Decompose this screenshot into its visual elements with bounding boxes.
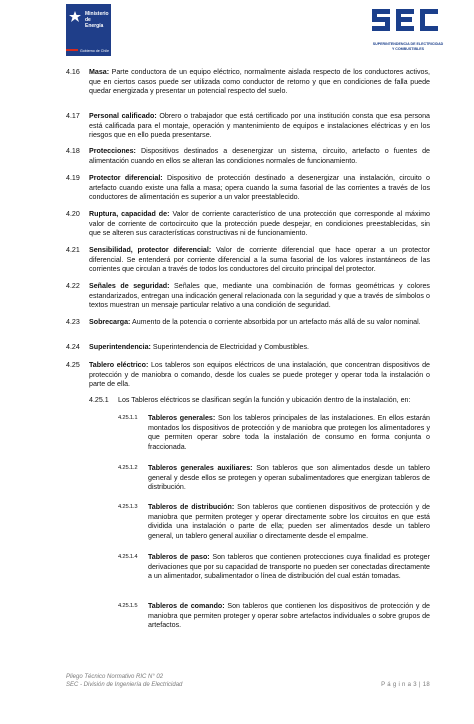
gov-red-bar: [66, 49, 78, 51]
item-number: 4.22: [66, 282, 80, 290]
ministry-line1: Ministerio de: [85, 11, 109, 23]
item-term: Masa:: [89, 68, 110, 76]
item-number: 4.21: [66, 246, 80, 254]
item-text: Dispositivos destinados a desenergizar un sistema, circuito, artefacto o fuentes de alimentación cuando en ellos se alteran las condiciones normales de funcionamiento.: [89, 147, 430, 165]
sub-sub-item-body: [148, 602, 430, 631]
sub-sub-item-number: 4.25.1.3: [118, 504, 138, 510]
item-number: 4.20: [66, 210, 80, 218]
sub-sub-item-body: [148, 503, 430, 541]
sec-subtitle: [368, 42, 448, 52]
sub-sub-item-body: [148, 414, 430, 452]
item-term: Protecciones:: [89, 147, 136, 155]
item-term: Ruptura, capacidad de:: [89, 210, 170, 218]
sub-sub-item-term: Tableros de distribución:: [148, 503, 235, 511]
sub-item-text: Los Tableros eléctricos se clasifican según la función y ubicación dentro de la instalación, en:: [118, 396, 411, 404]
footer-line1: Pliego Técnico Normativo RIC N° 02: [66, 674, 164, 680]
sec-logo-mark-icon: [368, 5, 448, 35]
page-number: 3: [413, 682, 417, 688]
item-term: Tablero eléctrico:: [89, 361, 149, 369]
item-term: Sensibilidad, protector diferencial:: [89, 246, 212, 254]
sub-sub-item-term: Tableros de comando:: [148, 602, 225, 610]
item-number: 4.25: [66, 361, 80, 369]
coat-of-arms-icon: [67, 10, 83, 24]
sub-sub-item-number: 4.25.1.4: [118, 554, 138, 560]
sec-logo: [368, 5, 448, 57]
sub-sub-item-body: [148, 553, 430, 582]
sec-subtitle-line2: Y COMBUSTIBLES: [391, 47, 425, 51]
page-indicator: [381, 682, 430, 690]
item-number: 4.18: [66, 147, 80, 155]
item-number: 4.17: [66, 112, 80, 120]
item-term: Protector diferencial:: [89, 174, 163, 182]
ministry-name: [85, 11, 111, 29]
item-body: [89, 361, 430, 390]
item-number: 4.19: [66, 174, 80, 182]
item-body: [89, 68, 430, 97]
sub-sub-item-body: [148, 464, 430, 493]
item-term: Personal calificado:: [89, 112, 157, 120]
item-number: 4.24: [66, 343, 80, 351]
sub-sub-item-text: Son tableros que contienen protecciones cuya finalidad es proteger derivaciones que por su capacidad de transporte no pueden ser conectadas directamente a un alimentador, subalimentador o línea de distribución del cual están tomadas.: [148, 553, 430, 581]
sub-item-number: 4.25.1: [89, 396, 109, 404]
item-text: Aumento de la potencia o corriente absorbida por un artefacto más allá de su valor nominal.: [132, 318, 421, 326]
item-text: Valor de corriente característico de una protección que corresponde al máximo valor de corriente de cortocircuito que la protección puede despejar, en condiciones preestablecidas, sin que se alteren sus características constructivas ni de funcionamiento.: [89, 210, 430, 238]
item-text: Superintendencia de Electricidad y Combustibles.: [152, 343, 310, 351]
item-body: [89, 282, 430, 311]
sub-sub-item-text: Son tableros que son alimentados desde un tablero general y desde ellos se protegen y operan subalimentadores que energizan tableros de distribución.: [148, 464, 430, 492]
gov-label: Gobierno de Chile: [80, 49, 109, 53]
sub-sub-item-term: Tableros de paso:: [148, 553, 210, 561]
sub-sub-item-text: Son tableros que contienen dispositivos de protección y de maniobra que permiten proteger y operar directamente sobre los circuitos en que está dividida una instalación o parte de ella; pueden ser alimentados desde un tablero general, un tablero general auxiliar o directamente desde el empalme.: [148, 503, 430, 540]
item-text: Parte conductora de un equipo eléctrico, normalmente aislada respecto de los conductores activos, que en ciertos casos puede ser utilizada como conductor de retorno y que en condiciones de falla puede quedar energizada y presentar un potencial respecto del suelo.: [89, 68, 430, 96]
item-number: 4.16: [66, 68, 80, 76]
item-body: [89, 112, 430, 141]
item-body: [89, 210, 430, 239]
item-text: Dispositivo de protección destinado a desenergizar una instalación, circuito o artefacto cuando existe una falla a masa; opera cuando la suma fasorial de las corrientes a través de los conductores de alimentación es superior a un valor preestablecido.: [89, 174, 430, 202]
item-text: Obrero o trabajador que está certificado por una institución consta que esa persona está calificada para el montaje, operación y mantenimiento de equipos e instalaciones eléctricas y en los riesgos que en ello pueda presentarse.: [89, 112, 430, 140]
page-total: 18: [422, 682, 430, 688]
item-term: Señales de seguridad:: [89, 282, 170, 290]
gov-logo: [66, 4, 111, 56]
sub-sub-item-number: 4.25.1.1: [118, 415, 138, 421]
sub-sub-item-text: Son los tableros principales de las instalaciones. En ellos estarán montados los dispositivos de protección y de maniobra que protegen los alimentadores y que permiten operar sobre toda la instalación de consumo en forma conjunta o fraccionada.: [148, 414, 430, 451]
item-body: [89, 246, 430, 275]
item-term: Sobrecarga:: [89, 318, 131, 326]
footer-left: [66, 674, 182, 689]
sub-sub-item-number: 4.25.1.2: [118, 465, 138, 471]
sub-sub-item-term: Tableros generales:: [148, 414, 216, 422]
item-text: Valor de corriente diferencial que hace operar a un protector diferencial. Se entenderá por corriente diferencial a la suma fasorial de los valores instantáneos de las corrientes que circulan a través de todos los conductores del circuito principal del protector.: [89, 246, 430, 274]
page-label: P á g i n a: [381, 682, 412, 688]
item-body: [89, 147, 430, 166]
item-text: Los tableros son equipos eléctricos de una instalación, que concentran dispositivos de protección y de maniobra o comando, desde los cuales se puede proteger y operar toda la instalación o parte de ella.: [89, 361, 430, 389]
sub-sub-item-term: Tableros generales auxiliares:: [148, 464, 253, 472]
sub-sub-item-number: 4.25.1.5: [118, 603, 138, 609]
ministry-line2: Energía: [85, 23, 104, 29]
footer-line2: SEC - División de Ingeniería de Electricidad: [66, 681, 183, 688]
item-text: Señales que, mediante una combinación de formas geométricas y colores estandarizados, entregan una indicación general relacionada con la seguridad y que a través de símbolos o textos muestran un mensaje particular relativo a una condición de seguridad.: [89, 282, 430, 310]
item-body: [89, 174, 430, 203]
item-number: 4.23: [66, 318, 80, 326]
item-body: [89, 318, 430, 328]
sub-sub-item-text: Son tableros que contienen los dispositivos de protección y de maniobra que permiten proteger y operar sobre artefactos individuales o sobre grupos de artefactos.: [148, 602, 430, 630]
sec-subtitle-line1: SUPERINTENDENCIA DE ELECTRICIDAD: [372, 42, 444, 46]
page-separator: |: [418, 682, 421, 688]
item-body: [89, 343, 430, 353]
item-term: Superintendencia:: [89, 343, 151, 351]
